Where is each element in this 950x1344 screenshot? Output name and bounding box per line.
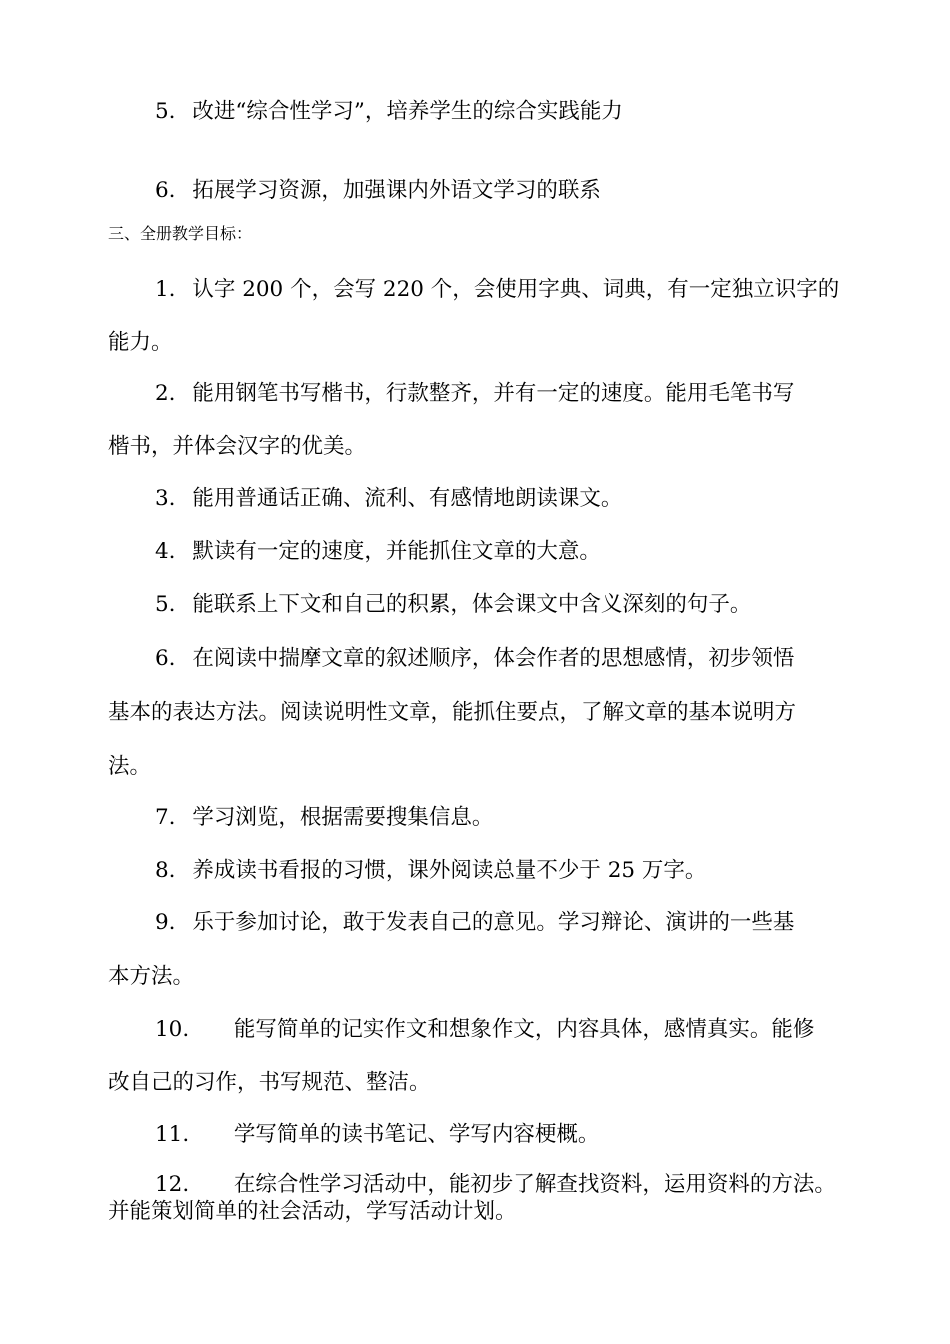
item-number: 9. [155, 910, 176, 935]
goal-5-line-1 [155, 594, 751, 616]
item-number: 10. [155, 1017, 190, 1042]
item-number: 4. [155, 539, 176, 564]
item-text: 能写简单的记实作文和想象作文，内容具体，感情真实。能修 [233, 1017, 815, 1042]
item-text: 学习浏览，根据需要搜集信息。 [192, 805, 494, 830]
goal-2-line-2: 楷书，并体会汉字的优美。 [108, 434, 367, 459]
item-number: 8. [155, 858, 176, 883]
item-number: 5. [155, 592, 176, 617]
item-number: 3. [155, 486, 176, 511]
item-text: 认字 200 个，会写 220 个，会使用字典、词典，有一定独立识字的 [192, 277, 840, 302]
goal-11-line-1 [155, 1124, 599, 1146]
goal-10-line-1 [155, 1019, 814, 1041]
item-number: 11. [155, 1122, 190, 1147]
goal-2-line-1 [155, 383, 794, 405]
goal-12-line-2: 并能策划简单的社会活动，学写活动计划。 [108, 1199, 517, 1224]
item-text: 养成读书看报的习惯，课外阅读总量不少于 25 万字。 [192, 858, 707, 883]
item-text: 改进“综合性学习”，培养学生的综合实践能力 [192, 99, 623, 124]
item-text: 拓展学习资源，加强课内外语文学习的联系 [192, 178, 601, 203]
item-text: 学写简单的读书笔记、学写内容梗概。 [233, 1122, 600, 1147]
goal-1-line-2: 能力。 [108, 330, 173, 355]
item-text: 能用普通话正确、流利、有感情地朗读课文。 [192, 486, 623, 511]
item-number: 1. [155, 277, 176, 302]
goal-3-line-1 [155, 488, 622, 510]
item-text: 乐于参加讨论，敢于发表自己的意见。学习辩论、演讲的一些基 [192, 910, 795, 935]
item-number: 12. [155, 1172, 190, 1197]
goal-7-line-1 [155, 807, 493, 829]
item-number: 7. [155, 805, 176, 830]
goal-9-line-2: 本方法。 [108, 964, 195, 989]
goal-6-line-3: 法。 [108, 754, 152, 779]
item-number: 6. [155, 646, 176, 671]
item-text: 能联系上下文和自己的积累，体会课文中含义深刻的句子。 [192, 592, 752, 617]
item-text: 在综合性学习活动中，能初步了解查找资料，运用资料的方法。 [233, 1172, 836, 1197]
item-text: 默读有一定的速度，并能抓住文章的大意。 [192, 539, 601, 564]
goal-6-line-2: 基本的表达方法。阅读说明性文章，能抓住要点，了解文章的基本说明方 [108, 700, 797, 725]
goal-8-line-1 [155, 860, 706, 882]
intro-item-6 [155, 180, 601, 202]
item-number: 2. [155, 381, 176, 406]
goal-4-line-1 [155, 541, 601, 563]
item-number: 6. [155, 178, 176, 203]
section-heading: 三、全册教学目标： [108, 224, 253, 243]
item-text: 能用钢笔书写楷书，行款整齐，并有一定的速度。能用毛笔书写 [192, 381, 795, 406]
goal-1-line-1 [155, 279, 839, 301]
intro-item-5 [155, 101, 623, 123]
item-number: 5. [155, 99, 176, 124]
goal-9-line-1 [155, 912, 794, 934]
goal-10-line-2: 改自己的习作，书写规范、整洁。 [108, 1070, 431, 1095]
item-text: 在阅读中揣摩文章的叙述顺序，体会作者的思想感情，初步领悟 [192, 646, 795, 671]
goal-6-line-1 [155, 648, 794, 670]
goal-12-line-1 [155, 1174, 836, 1196]
